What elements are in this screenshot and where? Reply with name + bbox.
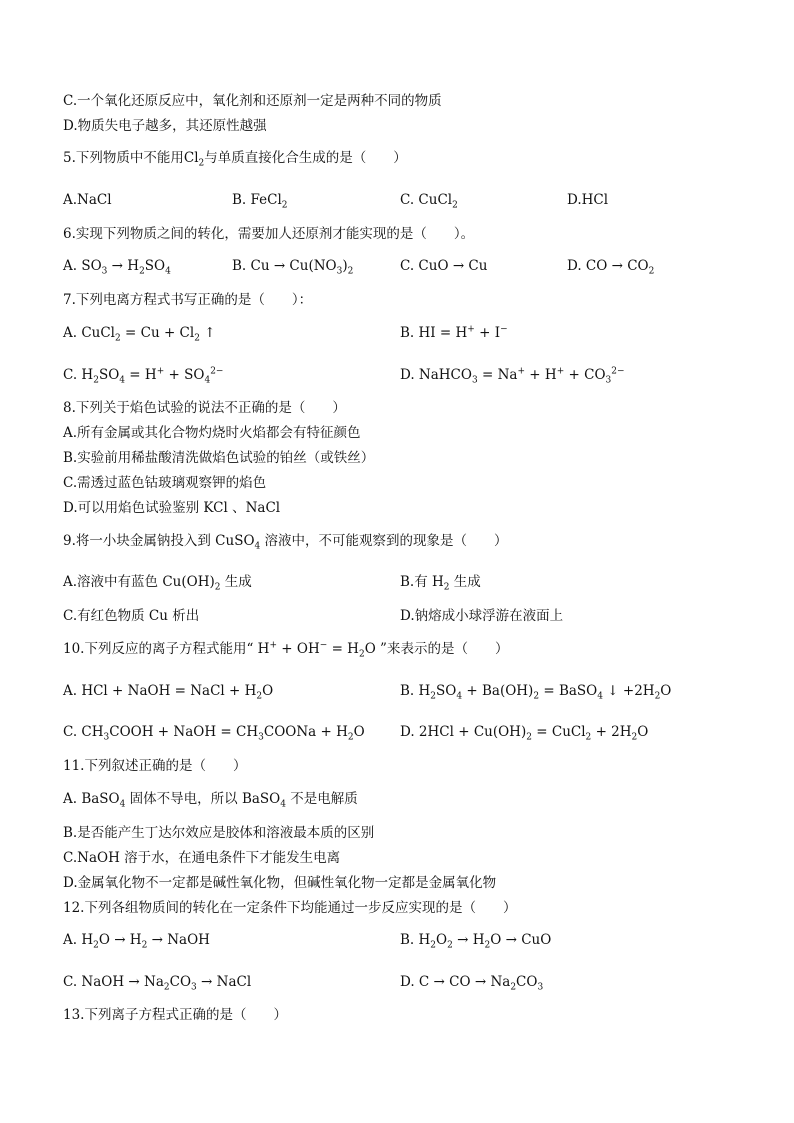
q11-option-d: D.金属氧化物不一定都是碱性氧化物，但碱性氧化物一定都是金属氧化物 [63,875,497,891]
option-d-prev: D.物质失电子越多，其还原性越强 [63,118,267,134]
question-11-stem: 11.下列叙述正确的是（ ） [63,758,247,774]
q6-option-c: C. CuO → Cu [400,258,488,274]
q8-option-d: D.可以用焰色试验鉴别 KCl 、NaCl [63,500,281,516]
q5-option-a: A.NaCl [63,192,112,208]
question-7-stem: 7.下列电离方程式书写正确的是（ ）： [63,292,313,308]
q7-option-b: B. HI = H+ + I− [400,324,508,341]
question-10-stem: 10.下列反应的离子方程式能用“ $H^+ + OH^- = H_2O$ ”来表示的是（ ） [63,640,509,660]
q8-option-b: B.实验前用稀盐酸清洗做焰色试验的铂丝（或铁丝） [63,450,375,466]
option-c-prev: C.一个氧化还原反应中，氧化剂和还原剂一定是两种不同的物质 [63,93,442,109]
q9-option-d: D.钠熔成小球浮游在液面上 [400,608,564,624]
question-6-stem: 6.实现下列物质之间的转化，需要加人还原剂才能实现的是（ ）。 [63,226,475,242]
q10-option-c: C. $CH_3COOH$ + NaOH = $CH_3COONa + H_2O$ [63,724,365,743]
q5-option-c: C. CuCl$_2$ [400,192,458,211]
question-8-stem: 8.下列关于焰色试验的说法不正确的是（ ） [63,400,346,416]
q6-option-a: A. $SO_3 \to H_2SO_4$ [63,258,171,277]
q5-option-b: B. FeCl$_2$ [232,192,288,211]
question-9-stem: 9.将一小块金属钠投入到 CuSO$_4$ 溶液中，不可能观察到的现象是（ ） [63,533,508,552]
q12-option-a: A. $H_2O \to H_2$ → NaOH [63,932,210,951]
q12-option-b: B. $H_2O_2 \to H_2O$ → CuO [400,932,552,951]
q7-option-d: D. NaHCO$_3$ = $Na^+ + H^+ + CO_3^{2-}$ [400,366,625,386]
q10-option-b: B. $H_2SO_4 + Ba(OH)_2$ = BaSO$_4$ ↓ $+2H_2O$ [400,683,672,702]
q11-option-a: A. BaSO$_4$ 固体不导电，所以 BaSO$_4$ 不是电解质 [63,791,358,810]
q6-option-d: D. CO → $CO_2$ [567,258,655,277]
q11-option-c: C.NaOH 溶于水，在通电条件下才能发生电离 [63,850,341,866]
q10-option-a: A. HCl + NaOH = NaCl + $H_2O$ [63,683,274,702]
q12-option-d: D. C → CO → $Na_2CO_3$ [400,974,544,993]
q9-option-b: B.有 $H_2$ 生成 [400,574,481,593]
q10-option-d: D. $2HCl + Cu(OH)_2$ = CuCl$_2$ + $2H_2O$ [400,724,649,743]
question-12-stem: 12.下列各组物质间的转化在一定条件下均能通过一步反应实现的是（ ） [63,900,517,916]
q12-option-c: C. NaOH → $Na_2CO_3$ → NaCl [63,974,252,993]
question-13-stem: 13.下列离子方程式正确的是（ ） [63,1007,287,1023]
q7-option-a: A. CuCl$_2$ = $Cu + Cl_2$ ↑ [63,325,216,344]
q9-option-a: A.溶液中有蓝色 $Cu(OH)_2$ 生成 [63,574,252,593]
q8-option-c: C.需透过蓝色钴玻璃观察钾的焰色 [63,475,267,491]
question-5-stem: 5.下列物质中不能用$Cl_2$与单质直接化合生成的是（ ） [63,150,407,169]
q6-option-b: B. $Cu \to Cu(NO_3)_2$ [232,258,354,277]
q11-option-b: B.是否能产生丁达尔效应是胶体和溶液最本质的区别 [63,825,375,841]
q9-option-c: C.有红色物质 Cu 析出 [63,608,200,624]
q8-option-a: A.所有金属或其化合物灼烧时火焰都会有特征颜色 [63,425,361,441]
q7-option-c: C. $H_2SO_4 = H^+ + SO_4^{2-}$ [63,366,224,386]
q5-option-d: D.HCl [567,192,609,208]
